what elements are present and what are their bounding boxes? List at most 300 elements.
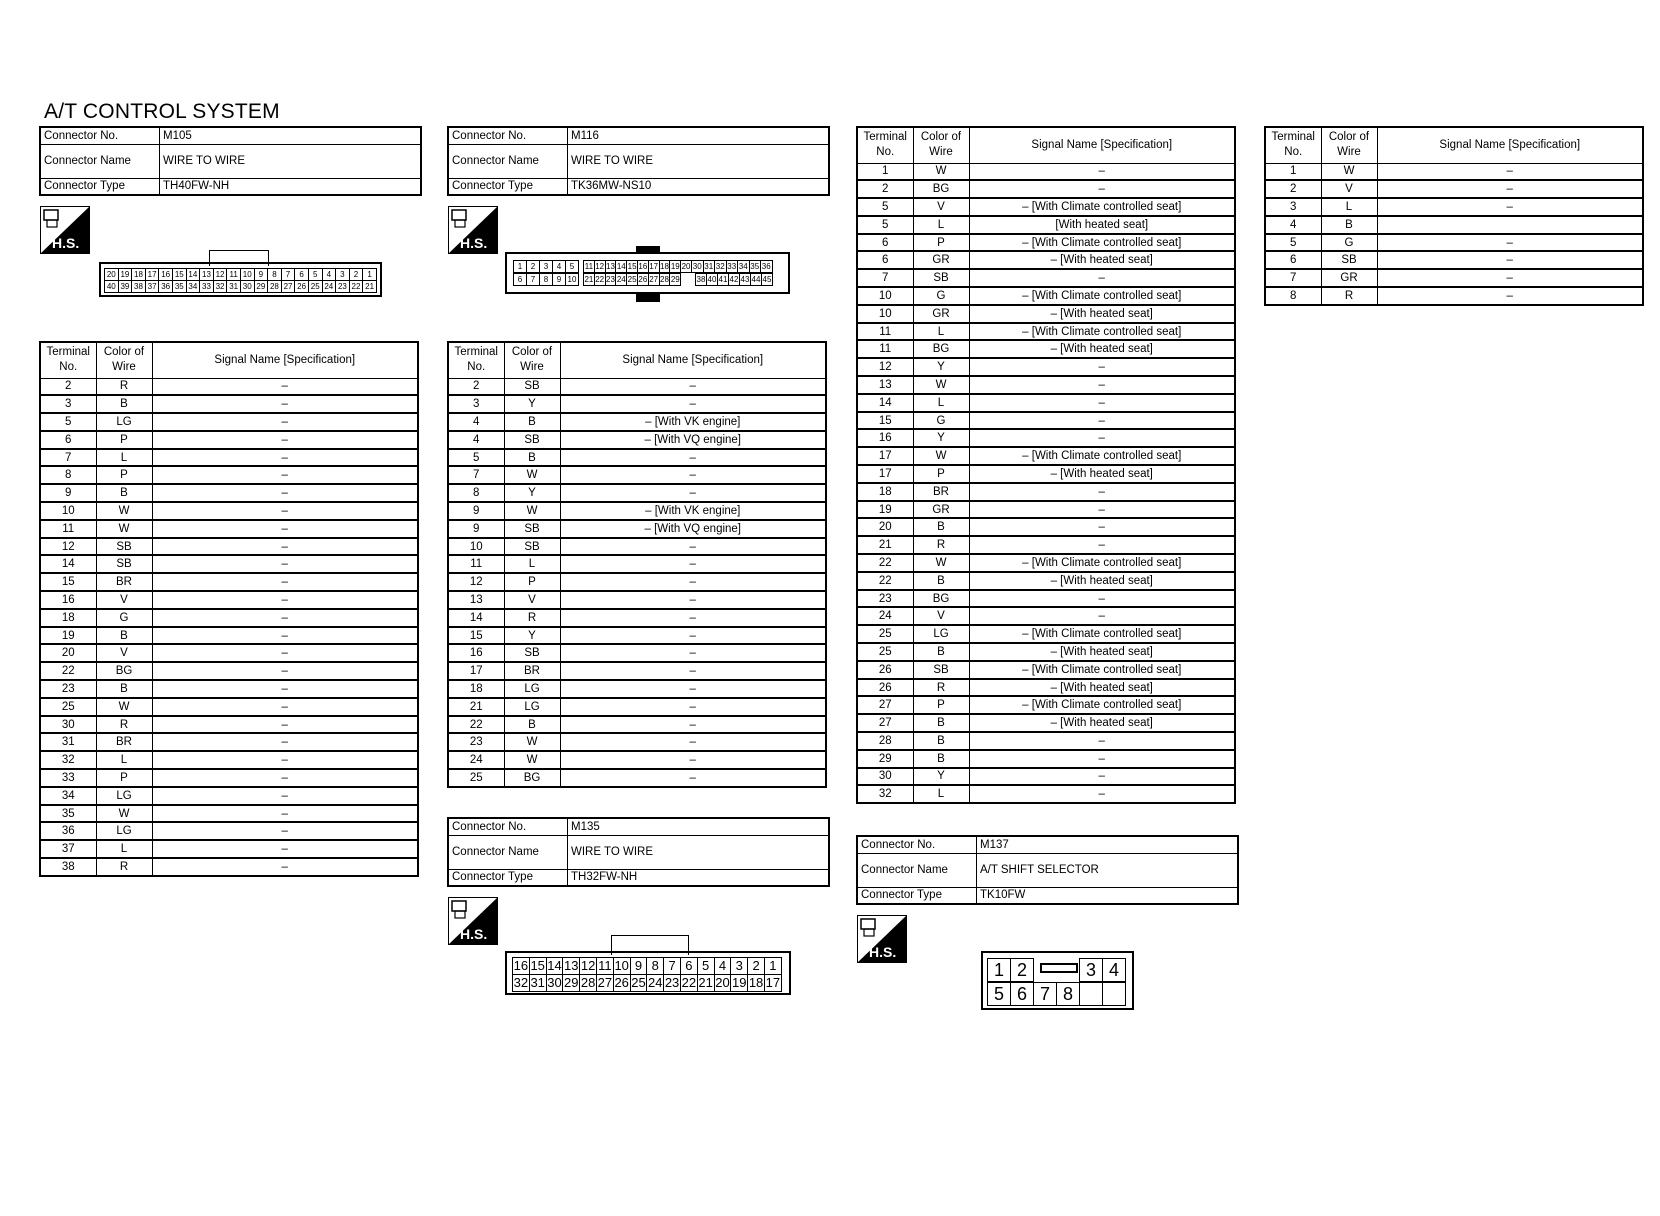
terminal-no-cell: 17 bbox=[448, 662, 504, 680]
connector-pin: 16 bbox=[638, 262, 648, 271]
terminal-no-cell: 8 bbox=[1265, 287, 1321, 305]
connector-pin: 43 bbox=[740, 275, 750, 284]
signal-name-cell: – bbox=[152, 413, 418, 431]
wire-color-cell: L bbox=[913, 216, 969, 234]
connector-pin: 9 bbox=[552, 273, 566, 286]
connector-pin: 34 bbox=[738, 262, 748, 271]
terminal-no-cell: 13 bbox=[857, 376, 913, 394]
terminal-no-cell: 17 bbox=[857, 447, 913, 465]
connector-pin: 19 bbox=[732, 975, 747, 990]
terminal-no-cell: 6 bbox=[857, 234, 913, 252]
table-row bbox=[857, 536, 1235, 554]
signal-name-cell: – bbox=[152, 466, 418, 484]
table-row bbox=[448, 644, 826, 662]
terminal-no-cell: 16 bbox=[857, 429, 913, 447]
terminal-no-cell: 23 bbox=[40, 680, 96, 698]
table-row bbox=[40, 769, 418, 787]
table-row bbox=[448, 431, 826, 449]
connector-type-label: Connector Type bbox=[857, 887, 977, 904]
wire-color-cell: W bbox=[913, 376, 969, 394]
connector-pin: 32 bbox=[715, 262, 725, 271]
wire-color-cell: W bbox=[96, 805, 152, 823]
terminal-no-cell: 2 bbox=[448, 378, 504, 395]
wire-color-cell: B bbox=[504, 716, 560, 734]
connector-pin: 31 bbox=[226, 280, 241, 293]
signal-name-cell: – bbox=[152, 662, 418, 680]
terminal-no-cell: 5 bbox=[857, 198, 913, 216]
table-row bbox=[448, 680, 826, 698]
connector-pin: 5 bbox=[987, 982, 1011, 1006]
wire-color-cell: Y bbox=[913, 768, 969, 786]
table-row bbox=[857, 679, 1235, 697]
connector-pin: 2 bbox=[747, 957, 765, 975]
connector-pin: 7 bbox=[526, 273, 540, 286]
signal-name-cell: – bbox=[560, 449, 826, 467]
connector-pin: 16 bbox=[513, 958, 529, 973]
terminal-no-cell: 25 bbox=[857, 643, 913, 661]
signal-name-cell: – bbox=[560, 609, 826, 627]
wire-color-cell: W bbox=[1321, 163, 1377, 180]
wire-color-cell: LG bbox=[504, 698, 560, 716]
wire-color-cell: BG bbox=[913, 590, 969, 608]
table-row bbox=[857, 394, 1235, 412]
signal-name-cell: – [With Climate controlled seat] bbox=[969, 661, 1235, 679]
signal-name-cell: – [With Climate controlled seat] bbox=[969, 447, 1235, 465]
table-row bbox=[857, 412, 1235, 430]
signal-name-cell: – bbox=[152, 733, 418, 751]
wire-color-cell: GR bbox=[913, 251, 969, 269]
wire-color-cell: Y bbox=[504, 395, 560, 413]
wire-color-cell: R bbox=[96, 716, 152, 734]
table-row bbox=[857, 661, 1235, 679]
signal-name-cell: – bbox=[152, 555, 418, 573]
wire-color-cell: L bbox=[1321, 198, 1377, 216]
table-row bbox=[857, 643, 1235, 661]
table-row bbox=[857, 696, 1235, 714]
connector-pin: 34 bbox=[186, 280, 201, 293]
table-row bbox=[40, 698, 418, 716]
m135-connector-type: TH32FW-NH bbox=[568, 869, 830, 886]
connector-pin: 4 bbox=[714, 957, 732, 975]
terminal-no-cell: 25 bbox=[448, 769, 504, 787]
signal-name-cell: – bbox=[152, 787, 418, 805]
connector-name-label: Connector Name bbox=[448, 835, 568, 869]
terminal-no-cell: 3 bbox=[448, 395, 504, 413]
signal-name-cell: – bbox=[152, 520, 418, 538]
connector-pin: 1 bbox=[987, 958, 1011, 982]
terminal-no-cell: 4 bbox=[448, 413, 504, 431]
m116-info-table bbox=[447, 126, 830, 196]
m105-connector-name: WIRE TO WIRE bbox=[160, 144, 422, 178]
terminal-no-cell: 38 bbox=[40, 858, 96, 876]
signal-name-cell: – bbox=[969, 483, 1235, 501]
connector-pin: 6 bbox=[294, 268, 309, 281]
table-row bbox=[857, 287, 1235, 305]
terminal-no-cell: 24 bbox=[857, 607, 913, 625]
terminal-no-cell: 6 bbox=[40, 431, 96, 449]
signal-name-cell: – bbox=[152, 769, 418, 787]
terminal-no-cell: 11 bbox=[40, 520, 96, 538]
connector-pin: 14 bbox=[616, 262, 626, 271]
connector-pin: 11 bbox=[226, 268, 241, 281]
connector-pin: 20 bbox=[715, 975, 730, 990]
terminal-no-cell: 19 bbox=[40, 627, 96, 645]
signal-name-cell: – bbox=[969, 785, 1235, 803]
wire-color-cell: W bbox=[504, 466, 560, 484]
wire-color-cell: R bbox=[96, 378, 152, 395]
terminal-no-cell: 9 bbox=[40, 484, 96, 502]
signal-name-cell: – bbox=[1377, 269, 1643, 287]
signal-name-header: Signal Name [Specification] bbox=[969, 127, 1235, 163]
table-row bbox=[857, 323, 1235, 341]
wire-color-cell: BR bbox=[96, 733, 152, 751]
connector-pin: 45 bbox=[762, 275, 772, 284]
table-row bbox=[857, 465, 1235, 483]
wire-color-cell: BG bbox=[913, 180, 969, 198]
wire-color-cell: Y bbox=[504, 484, 560, 502]
connector-pin: 5 bbox=[308, 268, 323, 281]
connector-pin: 8 bbox=[646, 957, 664, 975]
table-row bbox=[1265, 251, 1643, 269]
table-row bbox=[40, 378, 418, 395]
connector-pin: 4 bbox=[552, 260, 566, 273]
terminal-no-cell: 16 bbox=[448, 644, 504, 662]
table-row bbox=[448, 591, 826, 609]
harness-side-icon bbox=[857, 915, 907, 963]
table-row bbox=[40, 627, 418, 645]
terminal-no-cell: 7 bbox=[857, 269, 913, 287]
m116-connector-type: TK36MW-NS10 bbox=[568, 178, 830, 195]
table-row bbox=[857, 198, 1235, 216]
signal-name-cell: – bbox=[969, 536, 1235, 554]
table-row bbox=[40, 466, 418, 484]
connector-pin: 20 bbox=[104, 268, 119, 281]
wire-color-cell: LG bbox=[913, 625, 969, 643]
terminal-no-cell: 6 bbox=[1265, 251, 1321, 269]
signal-name-cell: – bbox=[969, 163, 1235, 180]
m137-info-table bbox=[856, 835, 1239, 905]
signal-name-cell: – bbox=[1377, 198, 1643, 216]
terminal-no-cell: 32 bbox=[857, 785, 913, 803]
terminal-no-cell: 15 bbox=[40, 573, 96, 591]
signal-name-cell: – bbox=[152, 840, 418, 858]
empty-cavity bbox=[1079, 982, 1103, 1006]
connector-pin: 6 bbox=[513, 273, 527, 286]
terminal-no-cell: 12 bbox=[40, 538, 96, 556]
connector-pin: 22 bbox=[349, 280, 364, 293]
connector-pin: 3 bbox=[1079, 958, 1103, 982]
signal-name-cell: – [With Climate controlled seat] bbox=[969, 287, 1235, 305]
wire-color-cell: SB bbox=[913, 661, 969, 679]
signal-name-cell: – bbox=[560, 716, 826, 734]
connector-no-label: Connector No. bbox=[40, 127, 160, 144]
table-row bbox=[857, 732, 1235, 750]
signal-name-cell: – bbox=[1377, 180, 1643, 198]
connector-pin: 12 bbox=[213, 268, 228, 281]
wire-color-cell: B bbox=[96, 395, 152, 413]
connector-pin: 11 bbox=[584, 262, 594, 271]
connector-pin: 39 bbox=[118, 280, 133, 293]
terminal-no-cell: 21 bbox=[448, 698, 504, 716]
wire-color-cell: BR bbox=[913, 483, 969, 501]
table-row bbox=[448, 769, 826, 787]
wire-color-cell: V bbox=[96, 644, 152, 662]
terminal-no-cell: 30 bbox=[857, 768, 913, 786]
signal-name-cell: – bbox=[969, 501, 1235, 519]
wire-color-cell: R bbox=[913, 536, 969, 554]
connector-pin: 35 bbox=[172, 280, 187, 293]
connector-pin: 13 bbox=[199, 268, 214, 281]
connector-pin: 1 bbox=[362, 268, 377, 281]
wire-color-cell: BR bbox=[96, 573, 152, 591]
table-row bbox=[40, 413, 418, 431]
page-title: A/T CONTROL SYSTEM bbox=[44, 100, 280, 123]
connector-pin: 6 bbox=[680, 957, 698, 975]
wire-color-cell: B bbox=[1321, 216, 1377, 234]
terminal-no-cell: 9 bbox=[448, 502, 504, 520]
connector-pin: 23 bbox=[606, 275, 615, 284]
signal-name-cell: – [With heated seat] bbox=[969, 643, 1235, 661]
wire-color-cell: R bbox=[504, 609, 560, 627]
wire-color-cell: B bbox=[913, 732, 969, 750]
table-row bbox=[448, 378, 826, 395]
signal-name-cell: – [With Climate controlled seat] bbox=[969, 554, 1235, 572]
m135-connector-no: M135 bbox=[568, 818, 830, 835]
table-row bbox=[857, 501, 1235, 519]
wire-color-cell: B bbox=[96, 627, 152, 645]
table-row bbox=[857, 340, 1235, 358]
terminal-no-cell: 6 bbox=[857, 251, 913, 269]
wire-color-cell: R bbox=[913, 679, 969, 697]
signal-name-cell: – bbox=[152, 591, 418, 609]
table-row bbox=[857, 607, 1235, 625]
table-row bbox=[857, 269, 1235, 287]
m135-info-table bbox=[447, 817, 830, 887]
connector-name-label: Connector Name bbox=[40, 144, 160, 178]
table-row bbox=[448, 555, 826, 573]
table-row bbox=[448, 520, 826, 538]
signal-name-cell: – bbox=[560, 395, 826, 413]
terminal-no-cell: 3 bbox=[40, 395, 96, 413]
signal-name-cell: – bbox=[152, 716, 418, 734]
signal-name-cell: – bbox=[969, 732, 1235, 750]
wire-color-cell: P bbox=[96, 769, 152, 787]
m137-connector-no: M137 bbox=[977, 836, 1239, 853]
wire-color-cell: BG bbox=[504, 769, 560, 787]
table-row bbox=[448, 573, 826, 591]
table-row bbox=[857, 750, 1235, 768]
connector-pin: 10 bbox=[240, 268, 255, 281]
table-row bbox=[448, 395, 826, 413]
wire-color-cell: G bbox=[913, 412, 969, 430]
table-row bbox=[1265, 269, 1643, 287]
terminal-no-cell: 23 bbox=[857, 590, 913, 608]
terminal-no-cell: 26 bbox=[857, 661, 913, 679]
hs-label: H.S. bbox=[869, 944, 897, 960]
connector-pin: 24 bbox=[648, 975, 663, 990]
table-row bbox=[1265, 180, 1643, 198]
wire-color-cell: G bbox=[96, 609, 152, 627]
terminal-no-cell: 2 bbox=[40, 378, 96, 395]
m105-pin-table bbox=[39, 341, 419, 877]
connector-pin: 2 bbox=[349, 268, 364, 281]
terminal-no-cell: 24 bbox=[448, 751, 504, 769]
connector-no-label: Connector No. bbox=[448, 127, 568, 144]
connector-pin: 32 bbox=[213, 280, 228, 293]
signal-name-cell: – bbox=[969, 429, 1235, 447]
connector-pin: 4 bbox=[322, 268, 337, 281]
table-row bbox=[857, 251, 1235, 269]
wire-color-cell: SB bbox=[96, 538, 152, 556]
wire-color-cell: V bbox=[504, 591, 560, 609]
table-row bbox=[1265, 234, 1643, 252]
table-row bbox=[448, 466, 826, 484]
terminal-no-cell: 2 bbox=[857, 180, 913, 198]
connector-pin: 17 bbox=[649, 262, 659, 271]
table-row bbox=[40, 858, 418, 876]
signal-name-cell: – [With heated seat] bbox=[969, 714, 1235, 732]
table-row bbox=[40, 520, 418, 538]
terminal-no-cell: 4 bbox=[1265, 216, 1321, 234]
terminal-no-cell: 20 bbox=[857, 518, 913, 536]
table-row bbox=[448, 751, 826, 769]
wire-color-cell: L bbox=[913, 323, 969, 341]
wire-color-cell: B bbox=[913, 714, 969, 732]
connector-pin: 3 bbox=[730, 957, 748, 975]
connector-pin: 19 bbox=[670, 262, 680, 271]
table-row bbox=[40, 822, 418, 840]
m105-connector-type: TH40FW-NH bbox=[160, 178, 422, 195]
signal-name-cell: – bbox=[1377, 287, 1643, 305]
m116-connector-face bbox=[505, 252, 790, 294]
signal-name-cell: – bbox=[152, 805, 418, 823]
connector-pin: 21 bbox=[584, 275, 594, 284]
connector-pin: 12 bbox=[595, 262, 605, 271]
terminal-no-header: Terminal No. bbox=[1265, 127, 1321, 163]
wire-color-cell: Y bbox=[913, 429, 969, 447]
connector-pin: 26 bbox=[614, 975, 629, 990]
table-row bbox=[857, 447, 1235, 465]
connector-pin: 31 bbox=[530, 975, 545, 990]
connector-pin: 5 bbox=[697, 957, 715, 975]
connector-pin: 14 bbox=[186, 268, 201, 281]
signal-name-cell: – bbox=[1377, 163, 1643, 180]
connector-pin: 18 bbox=[660, 262, 669, 271]
connector-pin: 23 bbox=[664, 975, 680, 990]
connector-type-label: Connector Type bbox=[40, 178, 160, 195]
connector-name-label: Connector Name bbox=[448, 144, 568, 178]
connector-pin: 29 bbox=[254, 280, 269, 293]
terminal-no-header: Terminal No. bbox=[40, 342, 96, 378]
wire-color-cell: LG bbox=[96, 822, 152, 840]
wire-color-cell: P bbox=[504, 573, 560, 591]
table-row bbox=[857, 714, 1235, 732]
connector-pin: 19 bbox=[118, 268, 133, 281]
signal-name-cell: – bbox=[152, 644, 418, 662]
connector-pin: 29 bbox=[564, 975, 579, 990]
connector-pin: 1 bbox=[764, 957, 782, 975]
table-row bbox=[448, 698, 826, 716]
table-row bbox=[857, 590, 1235, 608]
table-row bbox=[857, 429, 1235, 447]
terminal-no-cell: 22 bbox=[857, 572, 913, 590]
terminal-no-cell: 2 bbox=[1265, 180, 1321, 198]
signal-name-cell: – [With VK engine] bbox=[560, 502, 826, 520]
connector-pin: 35 bbox=[750, 262, 760, 271]
terminal-no-header: Terminal No. bbox=[448, 342, 504, 378]
terminal-no-cell: 11 bbox=[857, 340, 913, 358]
signal-name-cell: – bbox=[969, 768, 1235, 786]
signal-name-cell: – bbox=[560, 555, 826, 573]
wire-color-cell: BG bbox=[96, 662, 152, 680]
wire-color-cell: R bbox=[96, 858, 152, 876]
connector-pin: 38 bbox=[696, 275, 706, 284]
terminal-no-cell: 10 bbox=[40, 502, 96, 520]
connector-type-label: Connector Type bbox=[448, 869, 568, 886]
terminal-no-cell: 11 bbox=[857, 323, 913, 341]
signal-name-cell: – bbox=[560, 484, 826, 502]
signal-name-cell: – bbox=[560, 662, 826, 680]
connector-no-label: Connector No. bbox=[857, 836, 977, 853]
terminal-no-cell: 7 bbox=[40, 449, 96, 467]
table-row bbox=[40, 555, 418, 573]
table-row bbox=[448, 733, 826, 751]
connector-pin: 2 bbox=[1010, 958, 1034, 982]
connector-pin: 16 bbox=[158, 268, 173, 281]
wire-color-cell: GR bbox=[913, 305, 969, 323]
connector-pin: 3 bbox=[335, 268, 350, 281]
m135-pin-table bbox=[856, 126, 1236, 804]
wire-color-cell: LG bbox=[504, 680, 560, 698]
table-row bbox=[857, 216, 1235, 234]
connector-pin: 13 bbox=[564, 958, 579, 973]
wire-color-cell: B bbox=[96, 680, 152, 698]
signal-name-cell: – bbox=[560, 698, 826, 716]
signal-name-cell: – bbox=[969, 180, 1235, 198]
wire-color-cell: GR bbox=[913, 501, 969, 519]
connector-pin: 36 bbox=[761, 262, 771, 271]
signal-name-cell: – [With Climate controlled seat] bbox=[969, 696, 1235, 714]
connector-pin: 33 bbox=[727, 262, 737, 271]
connector-pin: 40 bbox=[104, 280, 119, 293]
signal-name-header: Signal Name [Specification] bbox=[560, 342, 826, 378]
wire-color-cell: B bbox=[913, 750, 969, 768]
m137-connector-name: A/T SHIFT SELECTOR bbox=[977, 853, 1239, 887]
wire-color-cell: SB bbox=[504, 431, 560, 449]
table-row bbox=[40, 787, 418, 805]
terminal-no-cell: 30 bbox=[40, 716, 96, 734]
wire-color-cell: W bbox=[96, 502, 152, 520]
terminal-no-cell: 10 bbox=[857, 305, 913, 323]
connector-pin: 44 bbox=[751, 275, 761, 284]
harness-side-icon bbox=[448, 206, 498, 254]
wire-color-cell: P bbox=[913, 465, 969, 483]
connector-pin: 30 bbox=[692, 262, 702, 271]
table-row bbox=[40, 644, 418, 662]
terminal-no-cell: 20 bbox=[40, 644, 96, 662]
terminal-no-cell: 19 bbox=[857, 501, 913, 519]
table-row bbox=[40, 538, 418, 556]
table-row bbox=[40, 680, 418, 698]
signal-name-cell: – bbox=[152, 431, 418, 449]
connector-type-label: Connector Type bbox=[448, 178, 568, 195]
connector-pin: 26 bbox=[638, 275, 648, 284]
wire-color-cell: V bbox=[913, 607, 969, 625]
table-row bbox=[40, 662, 418, 680]
wire-color-cell: B bbox=[504, 413, 560, 431]
connector-pin: 15 bbox=[530, 958, 545, 973]
wire-color-cell: B bbox=[504, 449, 560, 467]
